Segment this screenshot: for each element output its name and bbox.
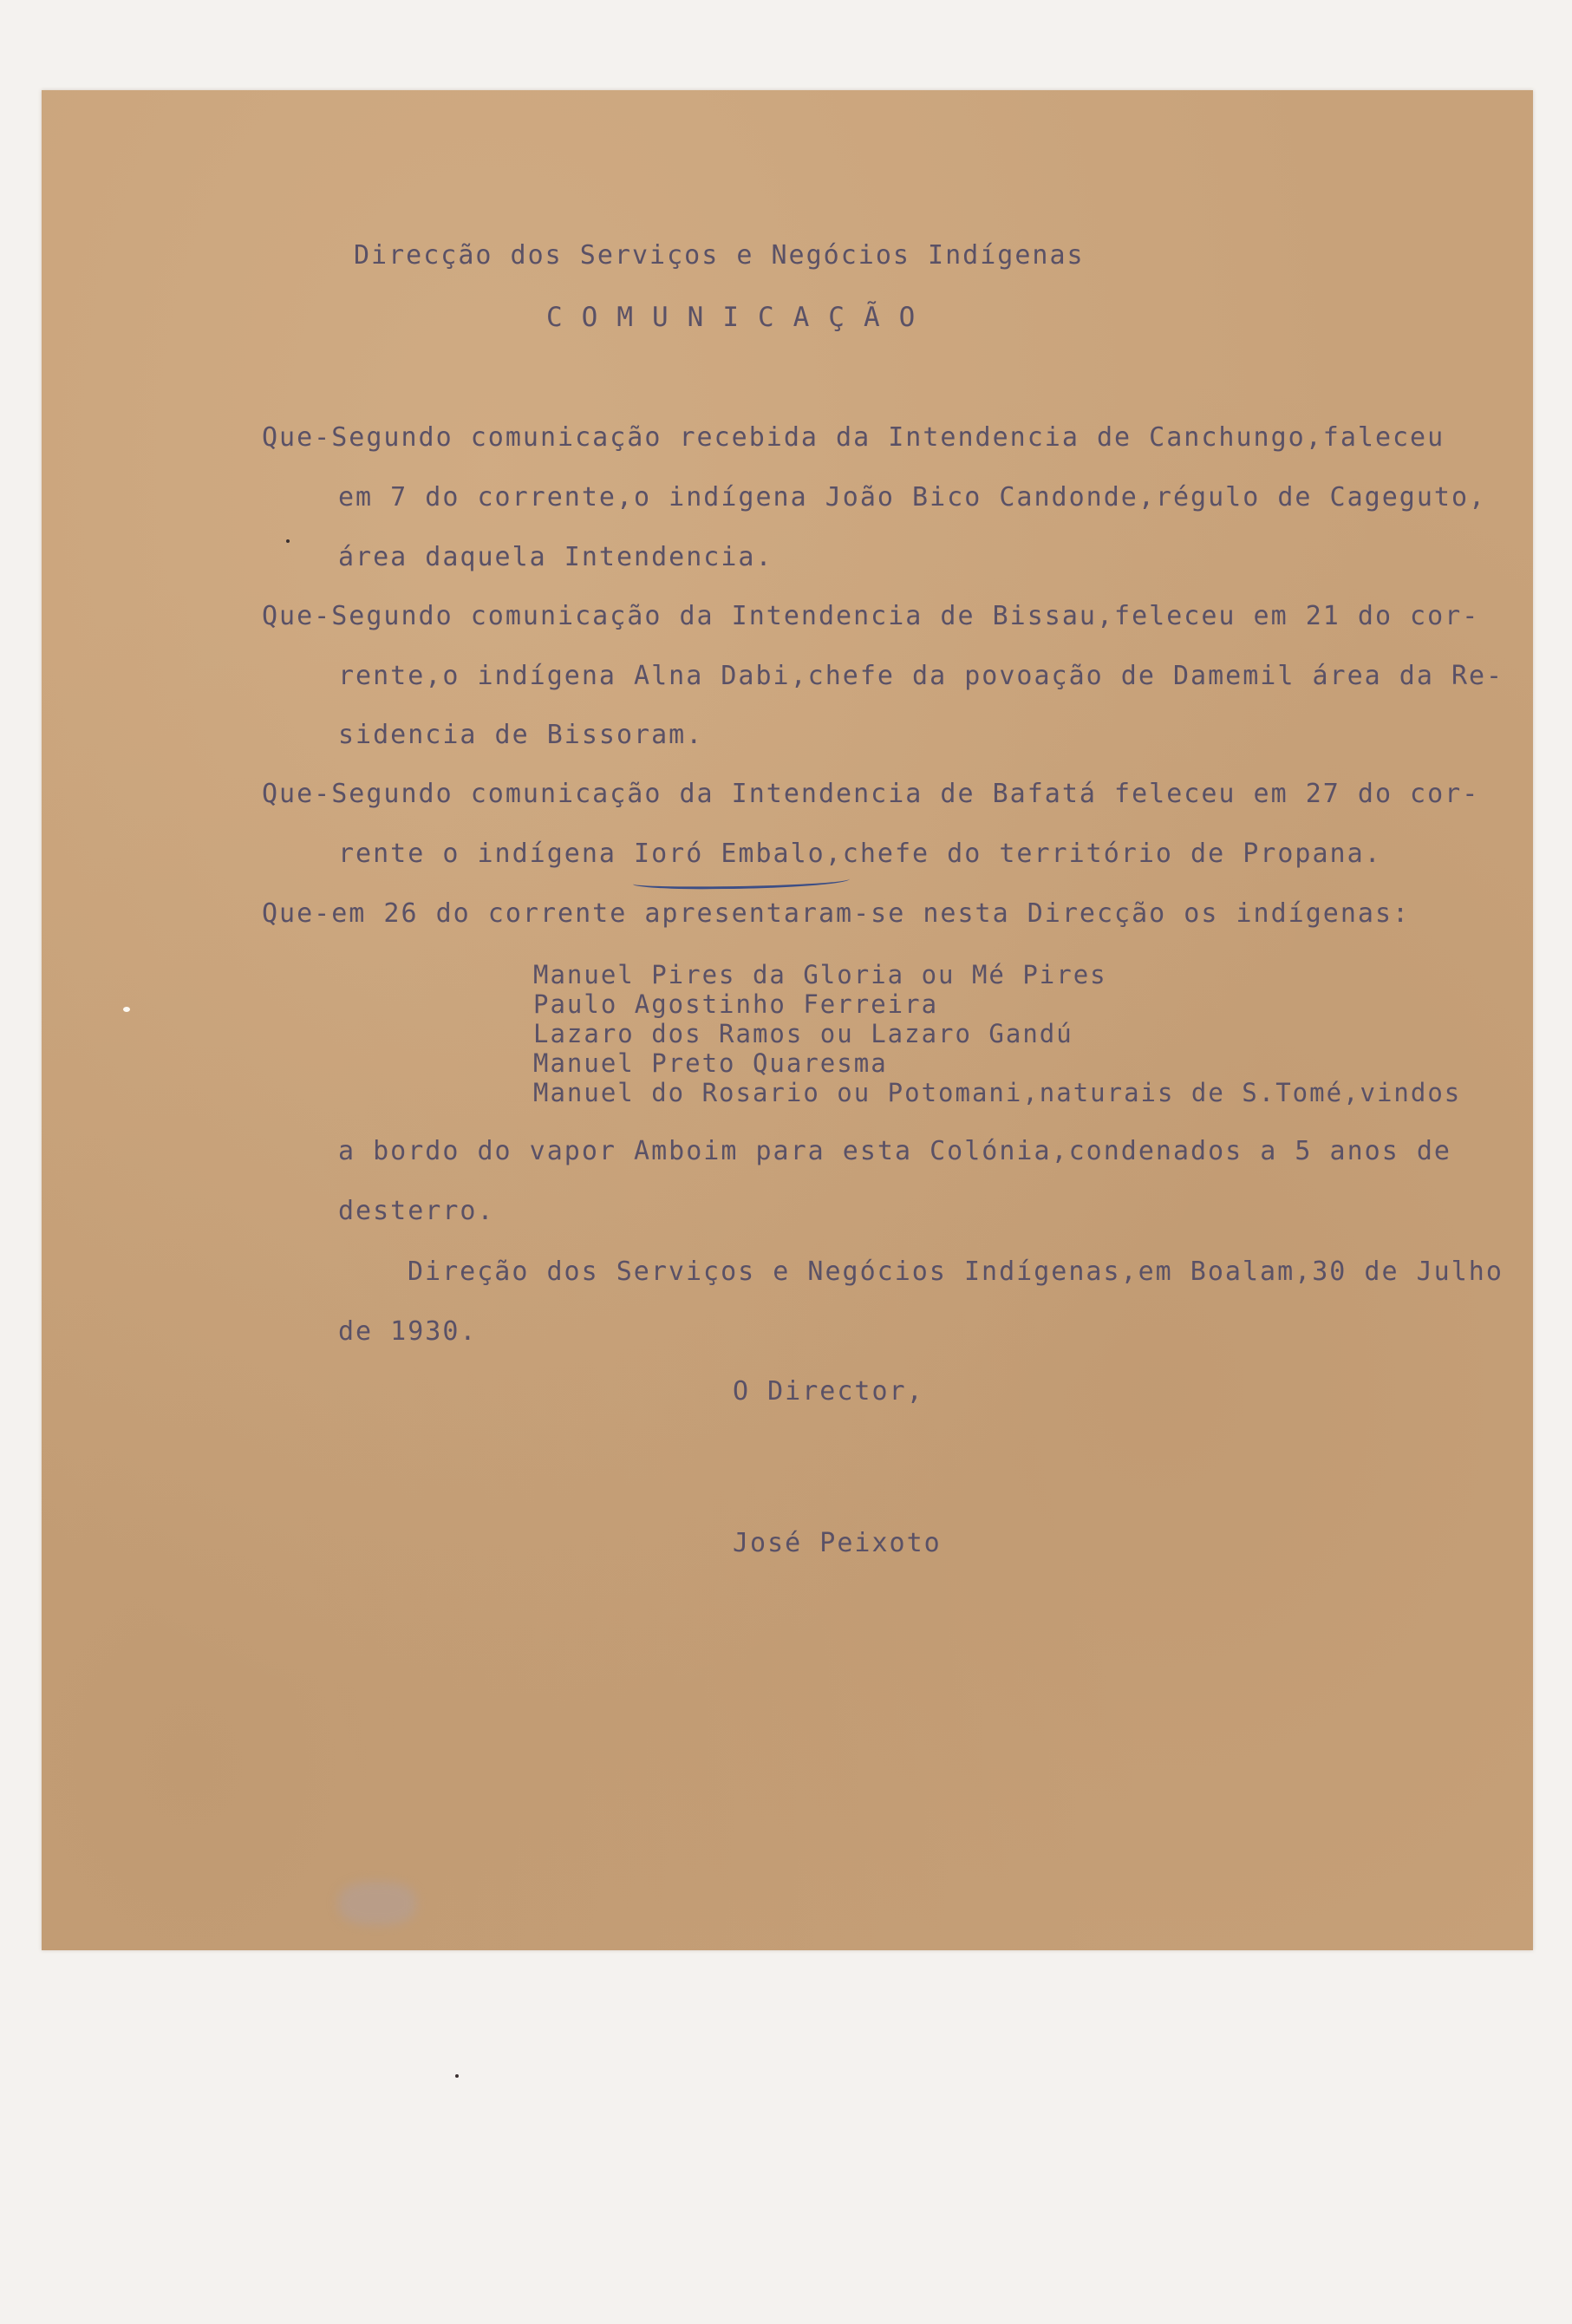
paper-speck — [123, 1007, 130, 1012]
name-list-item: Paulo Agostinho Ferreira — [533, 989, 939, 1019]
closing-line-1: Direção dos Serviços e Negócios Indígenas,em Boalam,30 de Julho — [408, 1257, 1504, 1287]
paragraph-4-line-3: desterro. — [338, 1196, 495, 1226]
name-list-item: Lazaro dos Ramos ou Lazaro Gandú — [533, 1019, 1073, 1048]
stray-dot — [455, 2074, 459, 2078]
paragraph-2-line-3: sidencia de Bissoram. — [338, 720, 704, 750]
name-list-item: Manuel Preto Quaresma — [533, 1048, 888, 1078]
paragraph-4-line-2: a bordo do vapor Amboim para esta Colónia,condenados a 5 anos de — [338, 1136, 1451, 1166]
paragraph-1-line-3: área daquela Intendencia. — [338, 542, 773, 572]
paragraph-1-line-1: Que-Segundo comunicação recebida da Intendencia de Canchungo,faleceu — [262, 422, 1445, 453]
name-list-item: Manuel do Rosario ou Potomani,naturais de S.Tomé,vindos — [533, 1078, 1462, 1107]
paragraph-2-line-2: rente,o indígena Alna Dabi,chefe da povoação de Damemil área da Re- — [338, 661, 1504, 691]
name-list-item: Manuel Pires da Gloria ou Mé Pires — [533, 960, 1107, 989]
paragraph-3-line-1: Que-Segundo comunicação da Intendencia de Bafatá feleceu em 27 do cor- — [262, 779, 1480, 809]
closing-line-2: de 1930. — [338, 1316, 478, 1347]
signoff-role: O Director, — [733, 1376, 924, 1407]
paragraph-4-line-1: Que-em 26 do corrente apresentaram-se nesta Direcção os indígenas: — [262, 898, 1411, 929]
paragraph-3-line-2: rente o indígena Ioró Embalo,chefe do território de Propana. — [338, 839, 1382, 869]
paper-smudge — [338, 1882, 416, 1925]
stray-dot — [286, 539, 290, 543]
department-header: Direcção dos Serviços e Negócios Indígenas — [354, 240, 1085, 271]
paragraph-1-line-2: em 7 do corrente,o indígena João Bico Candonde,régulo de Cageguto, — [338, 482, 1487, 512]
signatory-name: José Peixoto — [733, 1528, 942, 1558]
paragraph-2-line-1: Que-Segundo comunicação da Intendencia de Bissau,feleceu em 21 do cor- — [262, 601, 1480, 631]
document-title: COMUNICAÇÃO — [546, 302, 935, 333]
